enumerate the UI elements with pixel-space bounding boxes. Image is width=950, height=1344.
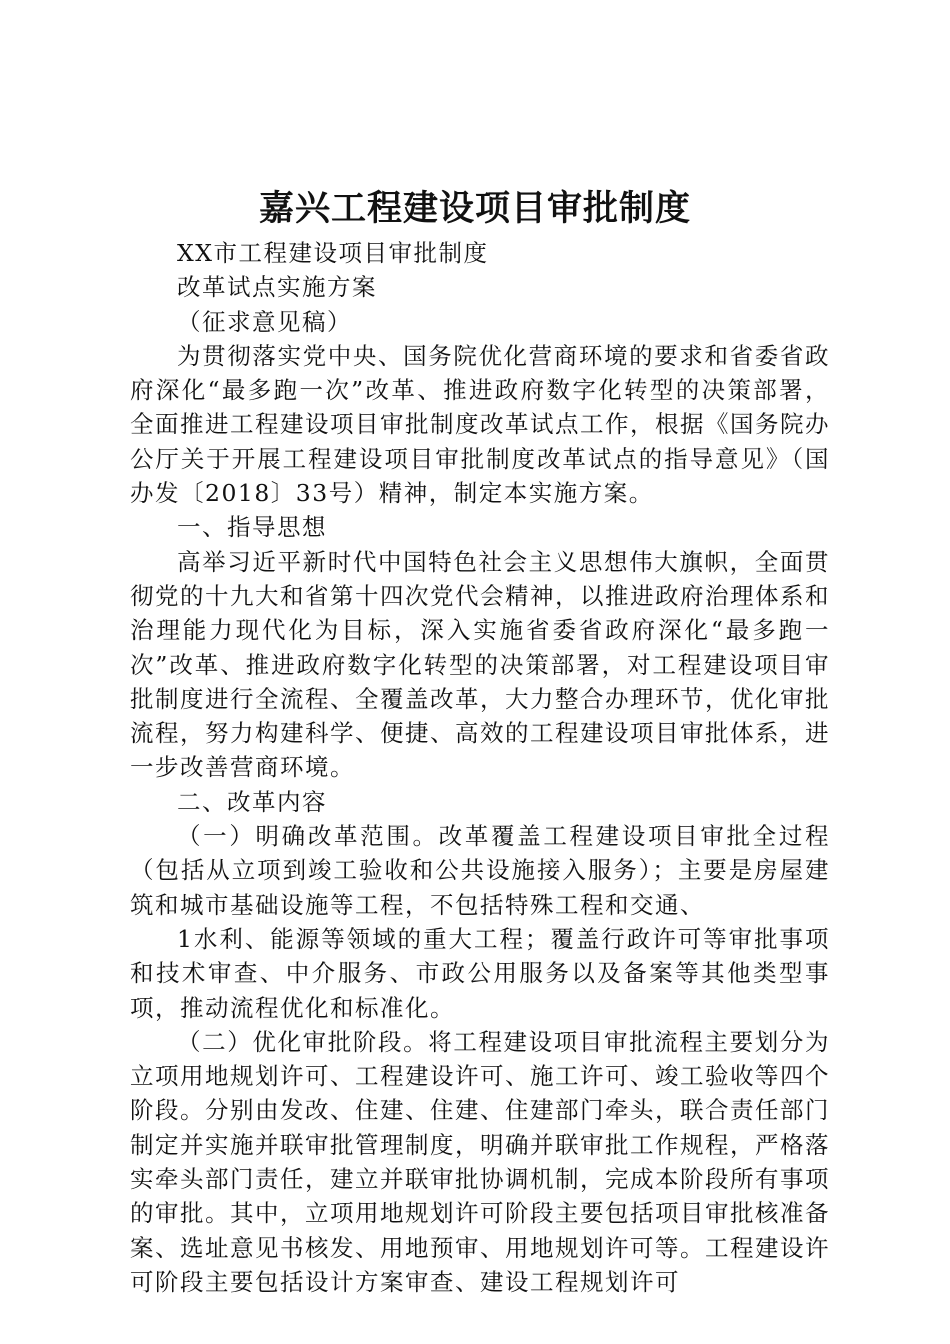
subtitle-line: XX市工程建设项目审批制度 (177, 239, 489, 267)
document-body (130, 236, 830, 1299)
section-heading: 一、指导思想 (177, 513, 327, 542)
body-paragraph: （二）优化审批阶段。将工程建设项目审批流程主要划分为立项用地规划许可、工程建设许可、施工许可、竣工验收等四个阶段。分别由发改、住建、住建、住建部门牵头，联合责任部门制定并实施并联审批管理制度，明确并联审批工作规程，严格落实牵头部门责任，建立并联审批协调机制，完成本阶段所有事项的审批。其中，立项用地规划许可阶段主要包括项目审批核准备案、选址意见书核发、用地预审、用地规划许可等。工程建设许可阶段主要包括设计方案审查、建设工程规划许可 (130, 1027, 830, 1296)
body-paragraph: （一）明确改革范围。改革覆盖工程建设项目审批全过程（包括从立项到竣工验收和公共设施接入服务）；主要是房屋建筑和城市基础设施等工程，不包括特殊工程和交通、 (130, 822, 830, 919)
section-heading: 二、改革内容 (177, 787, 327, 816)
draft-note: （征求意见稿） (177, 307, 352, 336)
body-paragraph: 高举习近平新时代中国特色社会主义思想伟大旗帜，全面贯彻党的十九大和省第十四次党代会精神，以推进政府治理体系和治理能力现代化为目标，深入实施省委省政府深化“最多跑一次”改革、推进政府数字化转型的决策部署，对工程建设项目审批制度进行全流程、全覆盖改革，大力整合办理环节，优化审批流程，努力构建科学、便捷、高效的工程建设项目审批体系，进一步改善营商环境。 (130, 547, 830, 782)
subtitle-line: 改革试点实施方案 (177, 273, 377, 302)
document-title: 嘉兴工程建设项目审批制度 (258, 188, 691, 229)
body-paragraph: 1水利、能源等领域的重大工程；覆盖行政许可等审批事项和技术审查、中介服务、市政公用服务以及备案等其他类型事项，推动流程优化和标准化。 (130, 924, 830, 1022)
body-paragraph: 为贯彻落实党中央、国务院优化营商环境的要求和省委省政府深化“最多跑一次”改革、推进政府数字化转型的决策部署，全面推进工程建设项目审批制度改革试点工作，根据《国务院办公厅关于开展工程建设项目审批制度改革试点的指导意见》（国办发〔2018〕33号）精神，制定本实施方案。 (130, 341, 830, 508)
